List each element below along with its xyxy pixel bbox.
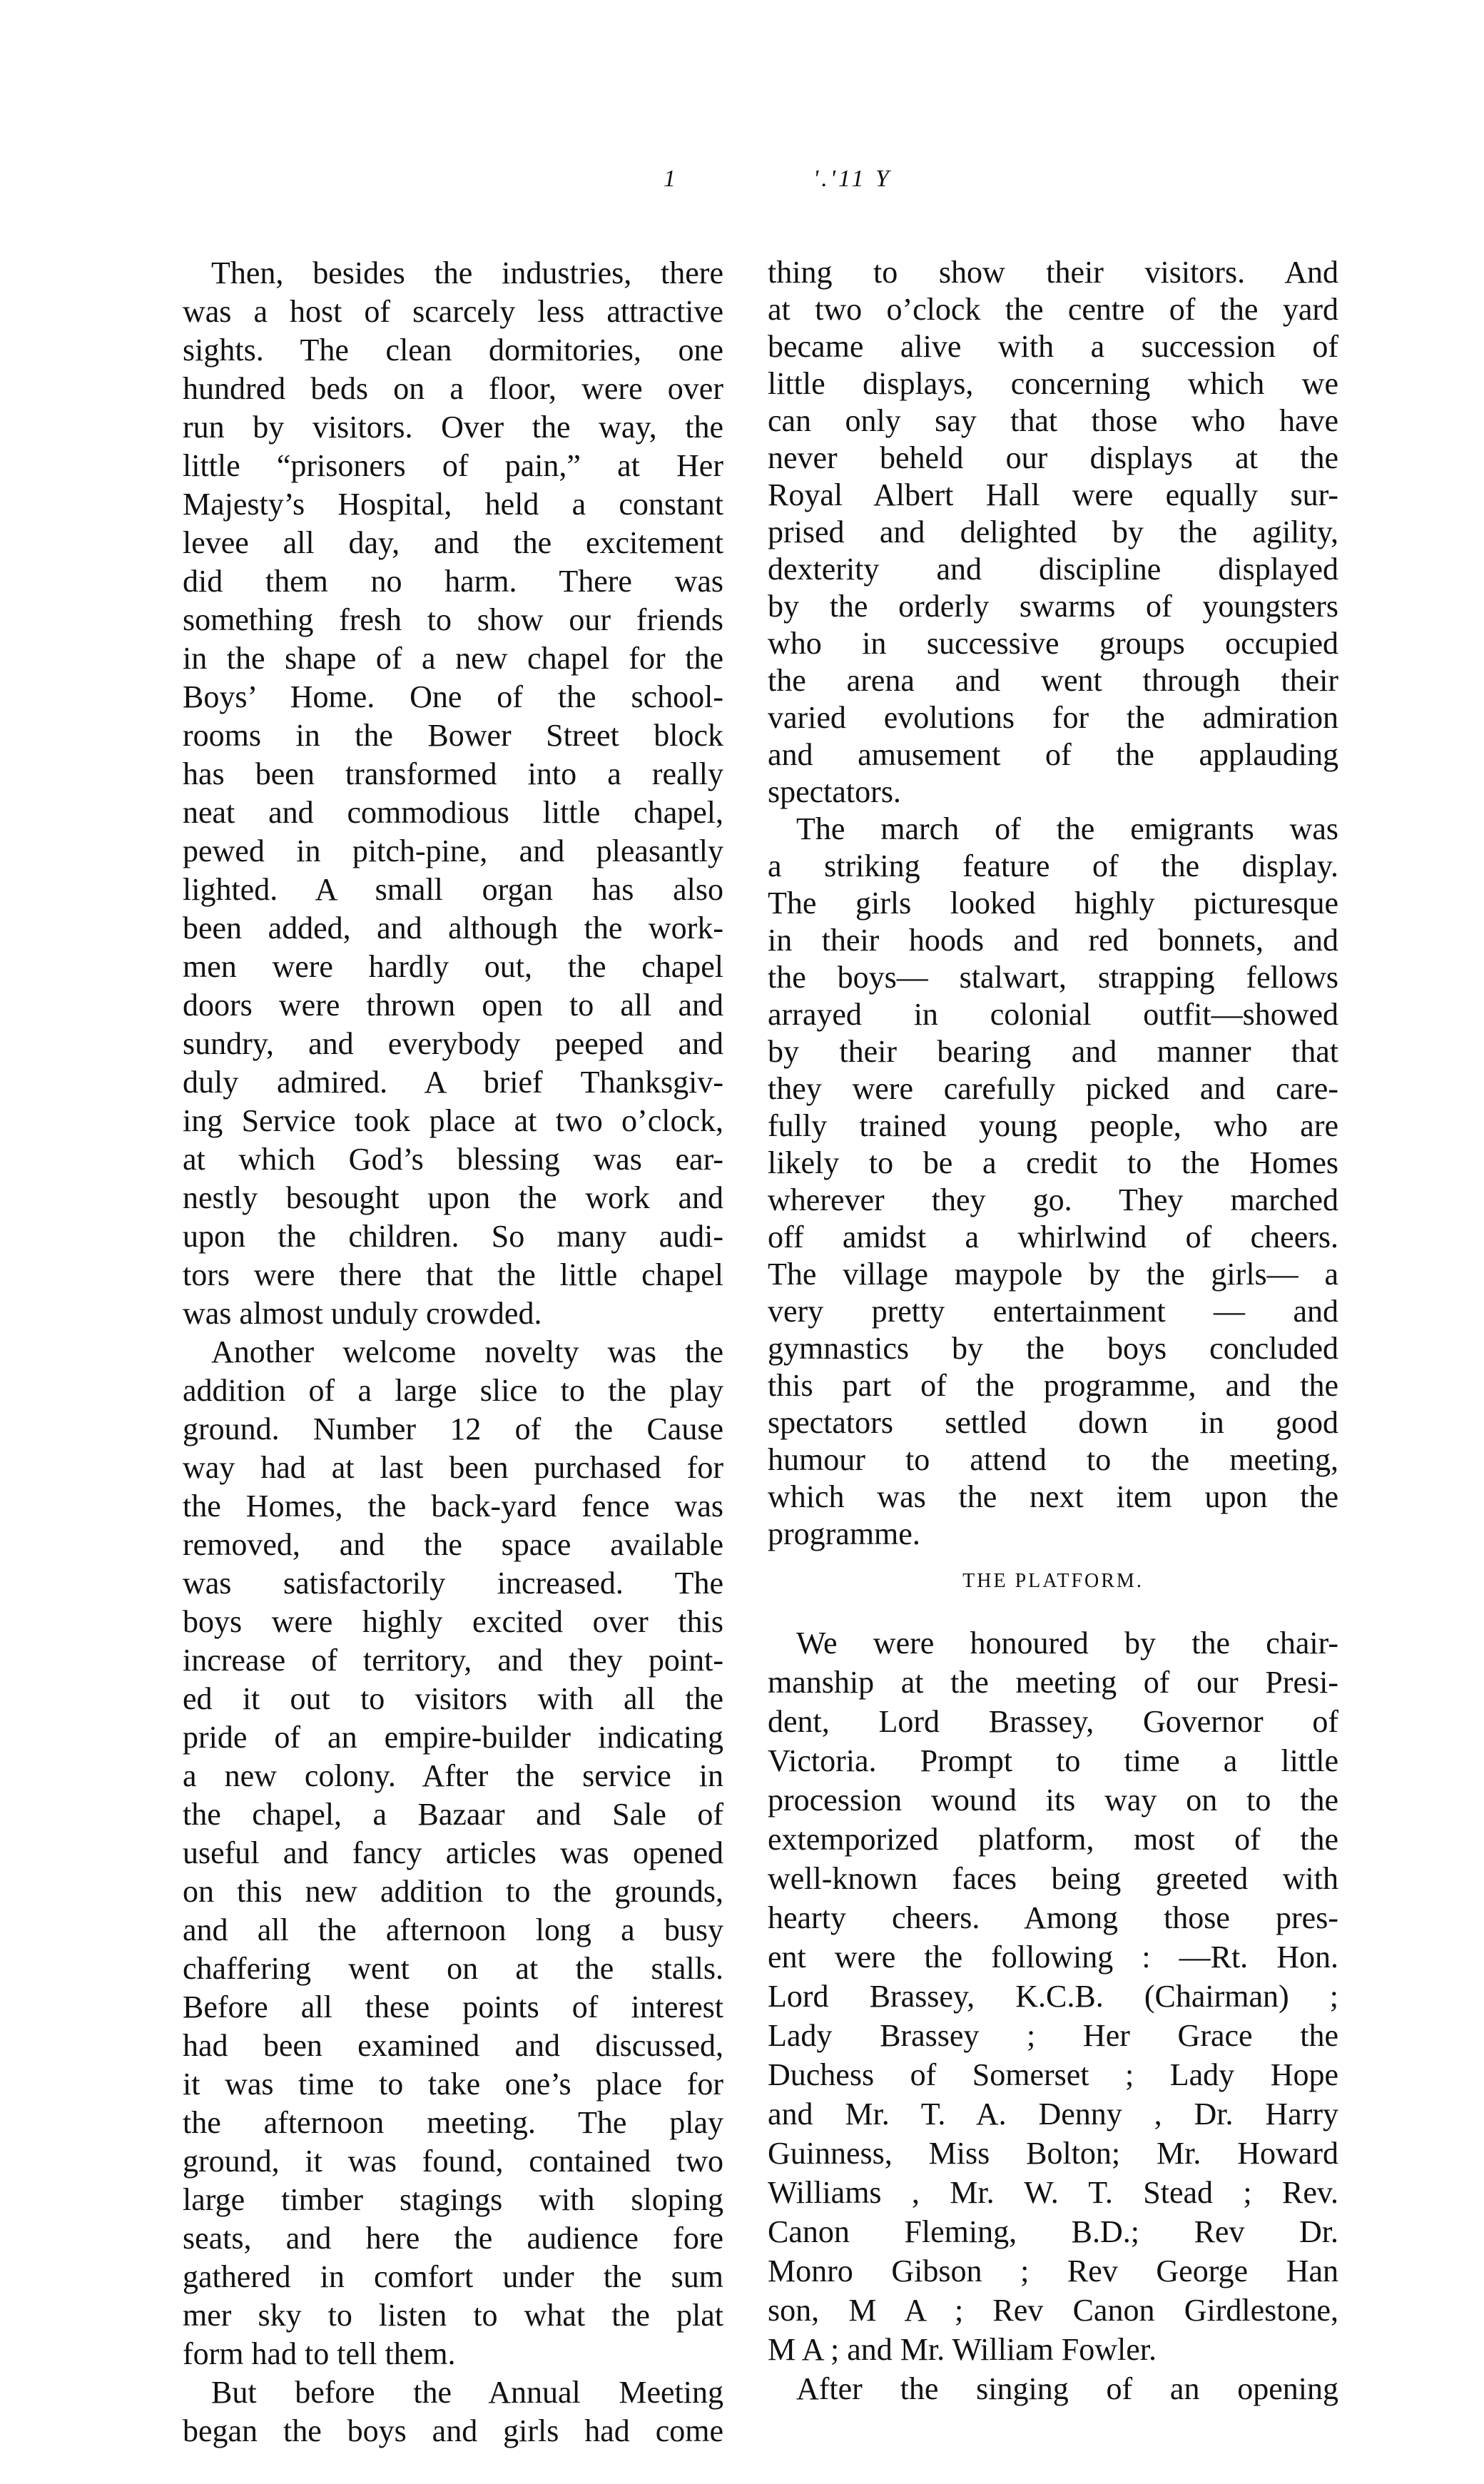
text-line: and amusement of the applauding (768, 737, 1338, 772)
text-line: But before the Annual Meeting (211, 2375, 723, 2410)
text-line: ground. Number 12 of the Cause (183, 1411, 723, 1446)
text-line: rooms in the Bower Street block (183, 718, 723, 753)
text-line: in their hoods and red bonnets, and (768, 923, 1338, 958)
text-line: little displays, concerning which we (768, 366, 1338, 401)
text-line: Lord Brassey, K.C.B. (Chairman) ; (768, 1979, 1338, 2014)
text-line: ing Service took place at two o’clock, (183, 1103, 723, 1138)
text-line: Lady Brassey ; Her Grace the (768, 2018, 1338, 2053)
paragraph (183, 2373, 723, 2450)
text-line: upon the children. So many audi- (183, 1219, 723, 1254)
text-line: boys were highly excited over this (183, 1604, 723, 1639)
text-line: nestly besought upon the work and (183, 1180, 723, 1215)
text-line: at two o’clock the centre of the yard (768, 292, 1338, 327)
text-line: M A ; and Mr. William Fowler. (768, 2332, 1157, 2367)
text-line: addition of a large slice to the play (183, 1373, 723, 1408)
text-line: off amidst a whirlwind of cheers. (768, 1220, 1338, 1254)
text-line: well-known faces being greeted with (768, 1861, 1338, 1896)
right-column-top (768, 254, 1338, 1553)
text-line: Duchess of Somerset ; Lady Hope (768, 2057, 1338, 2092)
text-line: large timber stagings with sloping (183, 2182, 723, 2217)
text-line: Victoria. Prompt to time a little (768, 1743, 1338, 1778)
text-line: likely to be a credit to the Homes (768, 1145, 1338, 1180)
text-line: neat and commodious little chapel, (183, 795, 723, 830)
text-line: form had to tell them. (183, 2336, 456, 2371)
text-line: son, M A ; Rev Canon Girdlestone, (768, 2293, 1338, 2328)
text-line: had been examined and discussed, (183, 2028, 723, 2063)
text-line: hundred beds on a floor, were over (183, 371, 723, 406)
text-line: which was the next item upon the (768, 1479, 1338, 1514)
text-line: mer sky to listen to what the plat (183, 2298, 723, 2333)
text-line: Guinness, Miss Bolton; Mr. Howard (768, 2136, 1338, 2171)
text-line: Canon Fleming, B.D.; Rev Dr. (768, 2214, 1338, 2249)
text-line: Williams , Mr. W. T. Stead ; Rev. (768, 2175, 1338, 2210)
text-line: been added, and although the work- (183, 911, 723, 946)
text-line: the Homes, the back-yard fence was (183, 1489, 723, 1524)
text-line: gymnastics by the boys concluded (768, 1331, 1338, 1366)
text-line: the afternoon meeting. The play (183, 2105, 723, 2140)
text-line: extemporized platform, most of the (768, 1822, 1338, 1857)
text-line: fully trained young people, who are (768, 1108, 1338, 1143)
text-line: varied evolutions for the admiration (768, 700, 1338, 735)
text-line: seats, and here the audience fore (183, 2221, 723, 2256)
text-line: humour to attend to the meeting, (768, 1442, 1338, 1477)
text-line: Majesty’s Hospital, held a constant (183, 487, 723, 522)
text-line: lighted. A small organ has also (183, 872, 723, 907)
text-line: manship at the meeting of our Presi- (768, 1665, 1338, 1700)
text-line: hearty cheers. Among those pres- (768, 1900, 1338, 1935)
text-line: dexterity and discipline displayed (768, 552, 1338, 587)
text-line: did them no harm. There was (183, 564, 723, 599)
paragraph (768, 811, 1338, 1553)
text-line: sights. The clean dormitories, one (183, 333, 723, 367)
text-line: and Mr. T. A. Denny , Dr. Harry (768, 2097, 1338, 2131)
text-line: spectators settled down in good (768, 1405, 1338, 1440)
text-line: useful and fancy articles was opened (183, 1835, 723, 1870)
text-line: thing to show their visitors. And (768, 255, 1338, 290)
text-line: After the singing of an opening (796, 2371, 1338, 2406)
text-line: removed, and the space available (183, 1527, 723, 1562)
text-line: The village maypole by the girls— a (768, 1257, 1338, 1292)
text-line: has been transformed into a really (183, 756, 723, 791)
text-line: wherever they go. They marched (768, 1182, 1338, 1217)
right-column-bottom (768, 1623, 1338, 2408)
text-line: never beheld our displays at the (768, 440, 1338, 475)
text-line: the arena and went through their (768, 663, 1338, 698)
paragraph (768, 254, 1338, 811)
text-line: this part of the programme, and the (768, 1368, 1338, 1403)
text-line: pride of an empire-builder indicating (183, 1720, 723, 1755)
text-line: was satisfactorily increased. The (183, 1566, 723, 1601)
text-line: Another welcome novelty was the (211, 1334, 723, 1369)
text-line: run by visitors. Over the way, the (183, 410, 723, 445)
text-line: was a host of scarcely less attractive (183, 294, 723, 329)
text-line: little “prisoners of pain,” at Her (183, 448, 723, 483)
text-line: The march of the emigrants was (796, 811, 1338, 846)
text-line: sundry, and everybody peeped and (183, 1026, 723, 1061)
text-line: men were hardly out, the chapel (183, 949, 723, 984)
text-line: the boys— stalwart, strapping fellows (768, 960, 1338, 995)
text-line: began the boys and girls had come (183, 2413, 723, 2448)
text-line: dent, Lord Brassey, Governor of (768, 1704, 1338, 1739)
text-line: doors were thrown open to all and (183, 988, 723, 1023)
text-line: increase of territory, and they point- (183, 1643, 723, 1678)
text-line: on this new addition to the grounds, (183, 1874, 723, 1909)
text-line: ground, it was found, contained two (183, 2144, 723, 2179)
text-line: Boys’ Home. One of the school- (183, 679, 723, 714)
text-line: was almost unduly crowded. (183, 1296, 542, 1331)
text-line: way had at last been purchased for (183, 1450, 723, 1485)
paragraph (768, 1623, 1338, 2369)
text-line: duly admired. A brief Thanksgiv- (183, 1065, 723, 1100)
text-line: by their bearing and manner that (768, 1034, 1338, 1069)
text-line: tors were there that the little chapel (183, 1257, 723, 1292)
text-line: at which God’s blessing was ear- (183, 1142, 723, 1177)
text-line: Then, besides the industries, there (211, 255, 723, 290)
text-line: We were honoured by the chair- (796, 1626, 1338, 1661)
text-line: a new colony. After the service in (183, 1758, 723, 1793)
text-line: it was time to take one’s place for (183, 2067, 723, 2102)
text-line: became alive with a succession of (768, 329, 1338, 364)
paragraph (183, 1333, 723, 2373)
text-line: ent were the following : —Rt. Hon. (768, 1940, 1338, 1974)
text-line: The girls looked highly picturesque (768, 886, 1338, 921)
paragraph (768, 2369, 1338, 2408)
text-line: levee all day, and the excitement (183, 525, 723, 560)
text-line: ed it out to visitors with all the (183, 1681, 723, 1716)
paragraph (183, 254, 723, 1333)
text-line: Before all these points of interest (183, 1989, 723, 2024)
text-line: a striking feature of the display. (768, 848, 1338, 883)
text-line: arrayed in colonial outfit—showed (768, 997, 1338, 1032)
text-line: the chapel, a Bazaar and Sale of (183, 1797, 723, 1832)
text-line: programme. (768, 1516, 920, 1551)
text-line: prised and delighted by the agility, (768, 514, 1338, 549)
text-line: chaffering went on at the stalls. (183, 1951, 723, 1986)
left-column (183, 254, 723, 2450)
text-line: who in successive groups occupied (768, 626, 1338, 661)
text-line: can only say that those who have (768, 403, 1338, 438)
text-line: very pretty entertainment — and (768, 1294, 1338, 1329)
text-line: by the orderly swarms of youngsters (768, 589, 1338, 624)
text-line: they were carefully picked and care- (768, 1071, 1338, 1106)
text-line: something fresh to show our friends (183, 602, 723, 637)
text-line: spectators. (768, 774, 901, 809)
running-title: '.'11 Y (813, 166, 892, 192)
text-line: procession wound its way on to the (768, 1783, 1338, 1818)
text-line: Monro Gibson ; Rev George Han (768, 2254, 1338, 2288)
section-heading: THE PLATFORM. (962, 1570, 1144, 1592)
text-line: gathered in comfort under the sum (183, 2259, 723, 2294)
text-line: in the shape of a new chapel for the (183, 641, 723, 676)
text-line: and all the afternoon long a busy (183, 1912, 723, 1947)
text-line: pewed in pitch-pine, and pleasantly (183, 833, 723, 868)
page-number: 1 (664, 166, 679, 192)
text-line: Royal Albert Hall were equally sur- (768, 477, 1338, 512)
